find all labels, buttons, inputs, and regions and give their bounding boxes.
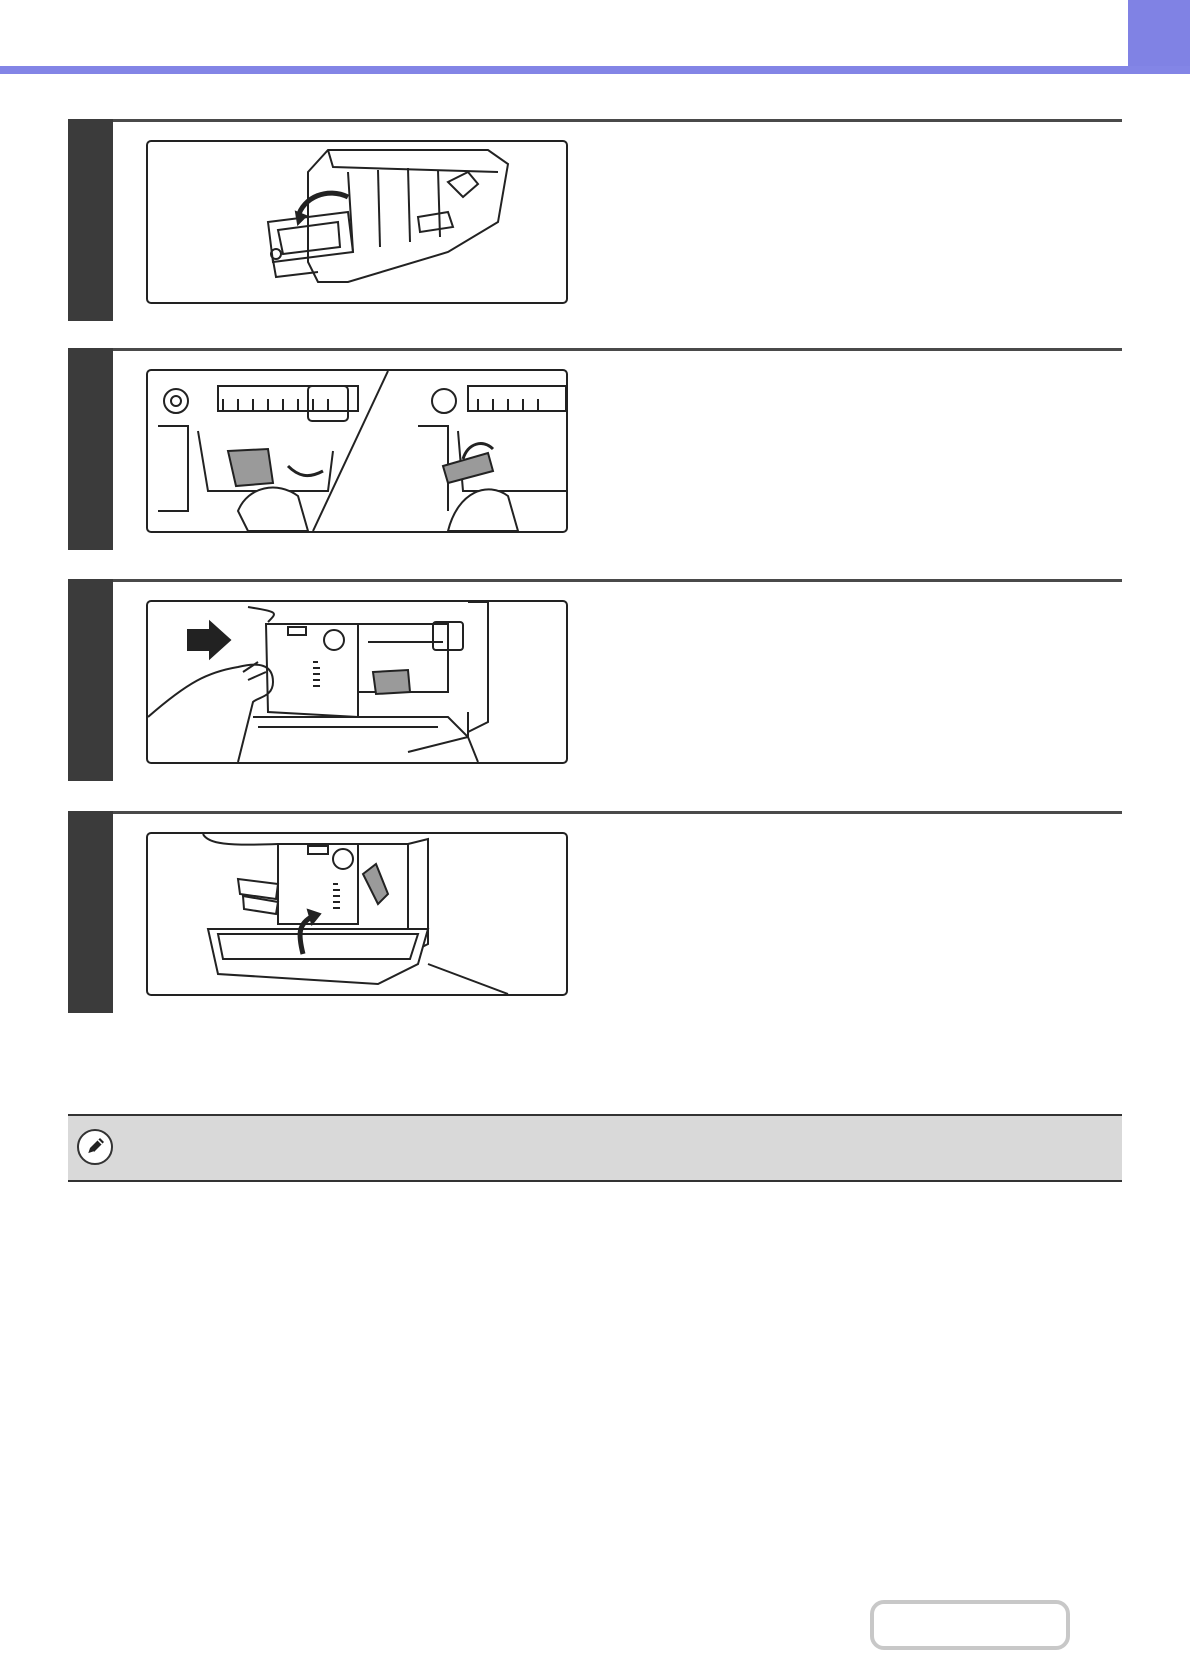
staple-cartridge-insert-illustration bbox=[146, 369, 568, 533]
step-divider bbox=[68, 579, 1122, 582]
step-4 bbox=[68, 811, 1122, 1013]
step-1 bbox=[68, 119, 1122, 321]
staple-case-open-illustration bbox=[146, 140, 568, 304]
step-number-bar bbox=[68, 119, 113, 321]
step-3 bbox=[68, 579, 1122, 781]
stapler-unit-push-illustration bbox=[146, 600, 568, 764]
step-number-bar bbox=[68, 579, 113, 781]
step-divider bbox=[68, 348, 1122, 351]
chapter-tab[interactable] bbox=[1128, 0, 1190, 66]
pencil-note-icon bbox=[77, 1129, 113, 1165]
step-number-bar bbox=[68, 348, 113, 550]
step-number-bar bbox=[68, 811, 113, 1013]
contents-button[interactable] bbox=[870, 1600, 1070, 1650]
page-header bbox=[0, 0, 1126, 66]
step-2 bbox=[68, 348, 1122, 550]
note-box bbox=[68, 1114, 1122, 1182]
tray-close-illustration bbox=[146, 832, 568, 996]
step-divider bbox=[68, 119, 1122, 122]
header-accent-line bbox=[0, 66, 1190, 74]
step-divider bbox=[68, 811, 1122, 814]
